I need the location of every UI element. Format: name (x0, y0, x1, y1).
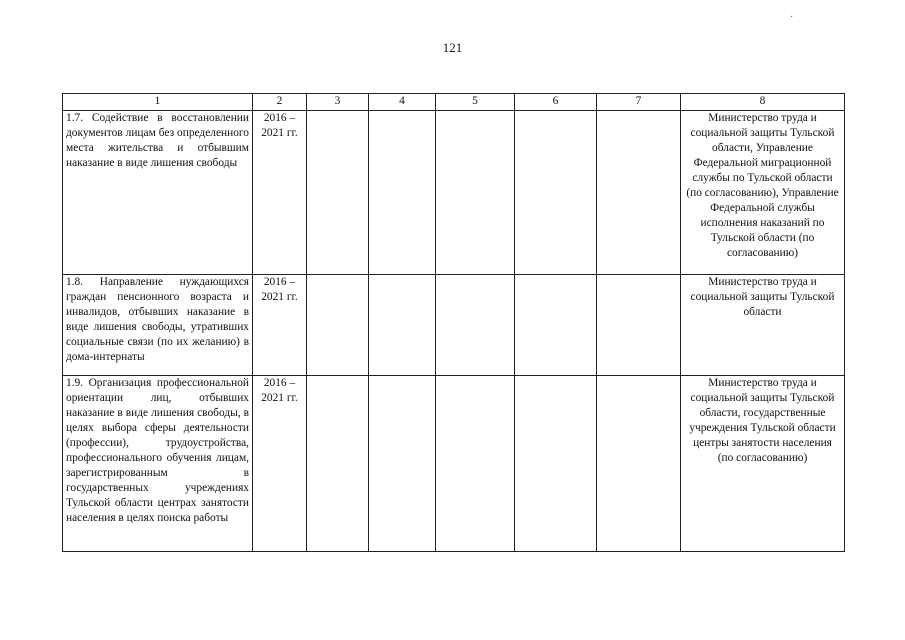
scan-mark: · (790, 12, 794, 23)
empty-cell (369, 376, 436, 552)
header-cell-3: 3 (307, 94, 369, 111)
table-row (63, 376, 845, 552)
empty-cell (307, 275, 369, 376)
empty-cell (515, 376, 597, 552)
period-cell: 2016 – 2021 гг. (253, 275, 307, 376)
empty-cell (436, 111, 515, 275)
header-cell-1: 1 (63, 94, 253, 111)
header-cell-7: 7 (597, 94, 681, 111)
responsible-cell: Министерство труда и социальной защиты Тульской области (681, 275, 845, 376)
measure-cell: 1.8. Направление нуждающихся граждан пенсионного возраста и инвалидов, отбывших наказание в виде лишения свободы, утративших социальные связи (по их желанию) в дома-интернаты (63, 275, 253, 376)
empty-cell (597, 275, 681, 376)
measure-cell: 1.9. Организация профессиональной ориентации лиц, отбывших наказание в виде лишения свободы, в целях выбора сферы деятельности (профессии), трудоустройства, профессионального обучения лицам, зарегистрированным в государственных учреждениях Тульской области центрах занятости населения в целях поиска работы (63, 376, 253, 552)
responsible-cell: Министерство труда и социальной защиты Тульской области, Управление Федеральной миграционной службы по Тульской области (по согласованию), Управление Федеральной службы исполнения наказаний по Тульской области (по согласованию) (681, 111, 845, 275)
empty-cell (307, 376, 369, 552)
empty-cell (369, 275, 436, 376)
responsible-cell: Министерство труда и социальной защиты Тульской области, государственные учреждения Тульской области центры занятости населения (по согласованию) (681, 376, 845, 552)
measure-cell: 1.7. Содействие в восстановлении документов лицам без определенного места жительства и отбывшим наказание в виде лишения свободы (63, 111, 253, 275)
header-cell-6: 6 (515, 94, 597, 111)
empty-cell (515, 111, 597, 275)
empty-cell (515, 275, 597, 376)
empty-cell (307, 111, 369, 275)
empty-cell (436, 376, 515, 552)
empty-cell (597, 376, 681, 552)
empty-cell (436, 275, 515, 376)
page-number: 121 (442, 40, 463, 55)
header-cell-2: 2 (253, 94, 307, 111)
measures-table (62, 93, 845, 552)
empty-cell (369, 111, 436, 275)
empty-cell (597, 111, 681, 275)
header-cell-5: 5 (436, 94, 515, 111)
header-cell-4: 4 (369, 94, 436, 111)
table-row (63, 111, 845, 275)
period-cell: 2016 – 2021 гг. (253, 376, 307, 552)
table-header-row (63, 94, 845, 111)
header-cell-8: 8 (681, 94, 845, 111)
table-row (63, 275, 845, 376)
period-cell: 2016 – 2021 гг. (253, 111, 307, 275)
